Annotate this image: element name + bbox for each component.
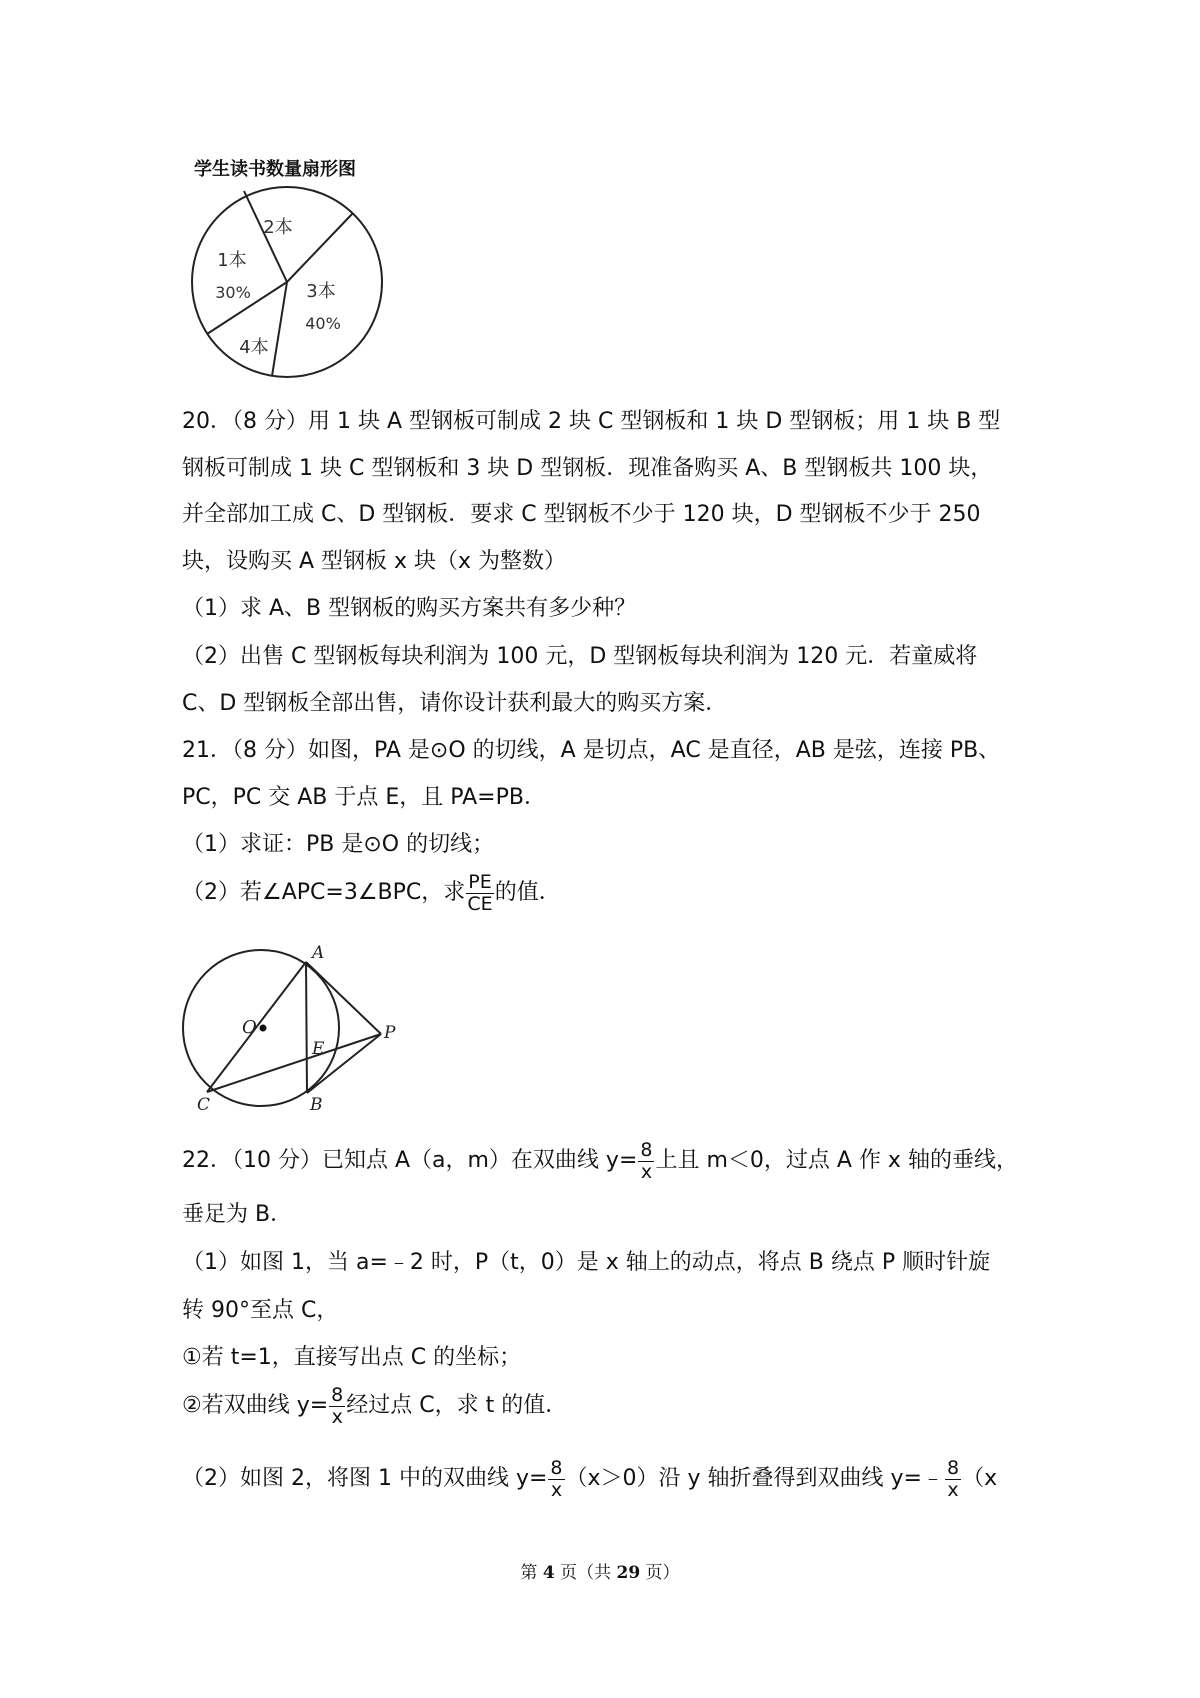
fraction-denominator: x [947,1478,959,1501]
q21-fraction [466,870,493,915]
pie-percent-3: 40% [305,314,341,333]
q22-case-2-tail: 经过点 C，求 t 的值． [346,1393,568,1418]
q20-line-4: 块，设购买 A 型钢板 x 块（x 为整数） [182,549,567,574]
fraction-denominator: x [550,1478,563,1501]
q20-sub-1: （1）求 A、B 型钢板的购买方案共有多少种？ [182,596,637,621]
q22-part-2-mid: （x＞0）沿 y 轴折叠得到双曲线 y=﹣ [565,1466,944,1491]
q20-sub-2-line-1: （2）出售 C 型钢板每块利润为 100 元，D 型钢板每块利润为 120 元．若童威将 [182,644,978,669]
q22-fraction-2 [329,1383,345,1428]
pie-label-4: 4本 [239,337,269,358]
pie-chart-title: 学生读书数量扇形图 [194,159,356,180]
q22-case-2-text: ②若双曲线 y= [182,1393,329,1418]
q22-line-1-text: 22．（10 分）已知点 A（a，m）在双曲线 y= [182,1148,638,1173]
footer-middle: 页（共 [554,1563,617,1583]
q21-sub-1: （1）求证：PB 是⊙O 的切线； [182,832,495,857]
fraction-denominator: x [331,1405,343,1428]
pie-divider-3 [272,282,287,376]
footer-total-pages: 29 [616,1563,641,1583]
q20-line-1: 20．（8 分）用 1 块 A 型钢板可制成 2 块 C 型钢板和 1 块 D 型钢板；用 1 块 B 型 [182,409,1001,434]
fraction-denominator: x [640,1160,653,1183]
q21-line-2: PC，PC 交 AB 于点 E，且 PA=PB． [182,785,546,810]
pie-label-3: 3本 [306,281,336,302]
q20-line-2: 钢板可制成 1 块 C 型钢板和 3 块 D 型钢板．现准备购买 A、B 型钢板共 100 块， [182,456,993,481]
q22-case-2 [182,1381,567,1431]
q22-line-1-tail: 上且 m＜0，过点 A 作 x 轴的垂线， [655,1148,1018,1173]
q22-line-1 [182,1136,1018,1186]
q20-line-3: 并全部加工成 C、D 型钢板．要求 C 型钢板不少于 120 块，D 型钢板不少于 250 [182,502,981,527]
q22-fraction-4 [945,1456,961,1501]
segment-pc [207,1034,381,1092]
q22-fraction-3 [548,1456,564,1501]
label-a: A [312,943,325,963]
footer-suffix: 页） [640,1563,680,1583]
fraction-numerator: 8 [550,1456,563,1479]
circle-tangent-figure [175,940,405,1115]
segment-ab [306,962,307,1093]
segment-pa [306,962,381,1034]
label-e: E [312,1039,325,1059]
q22-part-1-line-2: 转 90°至点 C， [182,1298,339,1323]
q22-part-1-line-1: （1）如图 1，当 a=﹣2 时，P（t，0）是 x 轴上的动点，将点 B 绕点 P 顺时针旋 [182,1250,991,1275]
center-point [260,1025,267,1032]
q22-part-2 [182,1454,997,1504]
q22-part-2-tail: （x [962,1466,998,1491]
footer-prefix: 第 [520,1563,543,1583]
page-footer [0,1558,1200,1583]
q22-case-1: ①若 t=1，直接写出点 C 的坐标； [182,1345,522,1370]
pie-chart [186,178,386,388]
q21-sub-2-text: （2）若∠APC=3∠BPC，求 [182,880,466,905]
footer-page-number: 4 [542,1563,555,1583]
pie-percent-1: 30% [215,283,251,302]
fraction-denominator: CE [467,892,493,915]
q22-fraction-1 [638,1138,654,1183]
label-o: O [242,1017,257,1038]
q22-part-2-text: （2）如图 2，将图 1 中的双曲线 y= [182,1466,548,1491]
q21-sub-2-tail: 的值． [494,880,561,905]
fraction-numerator: 8 [331,1383,344,1406]
label-c: C [197,1095,211,1115]
q21-line-1: 21．（8 分）如图，PA 是⊙O 的切线，A 是切点，AC 是直径，AB 是弦，连接 PB、 [182,738,1001,763]
fraction-numerator: 8 [640,1138,653,1161]
label-b: B [310,1095,323,1115]
fraction-numerator: 8 [947,1456,960,1479]
q21-sub-2 [182,868,561,918]
pie-divider-2 [287,213,353,282]
label-p: P [384,1023,396,1043]
q22-line-2: 垂足为 B． [182,1202,293,1227]
q20-sub-2-line-2: C、D 型钢板全部出售，请你设计获利最大的购买方案． [182,691,728,716]
pie-label-2: 2本 [263,217,293,238]
fraction-numerator: PE [468,870,492,893]
pie-label-1: 1本 [217,250,247,271]
